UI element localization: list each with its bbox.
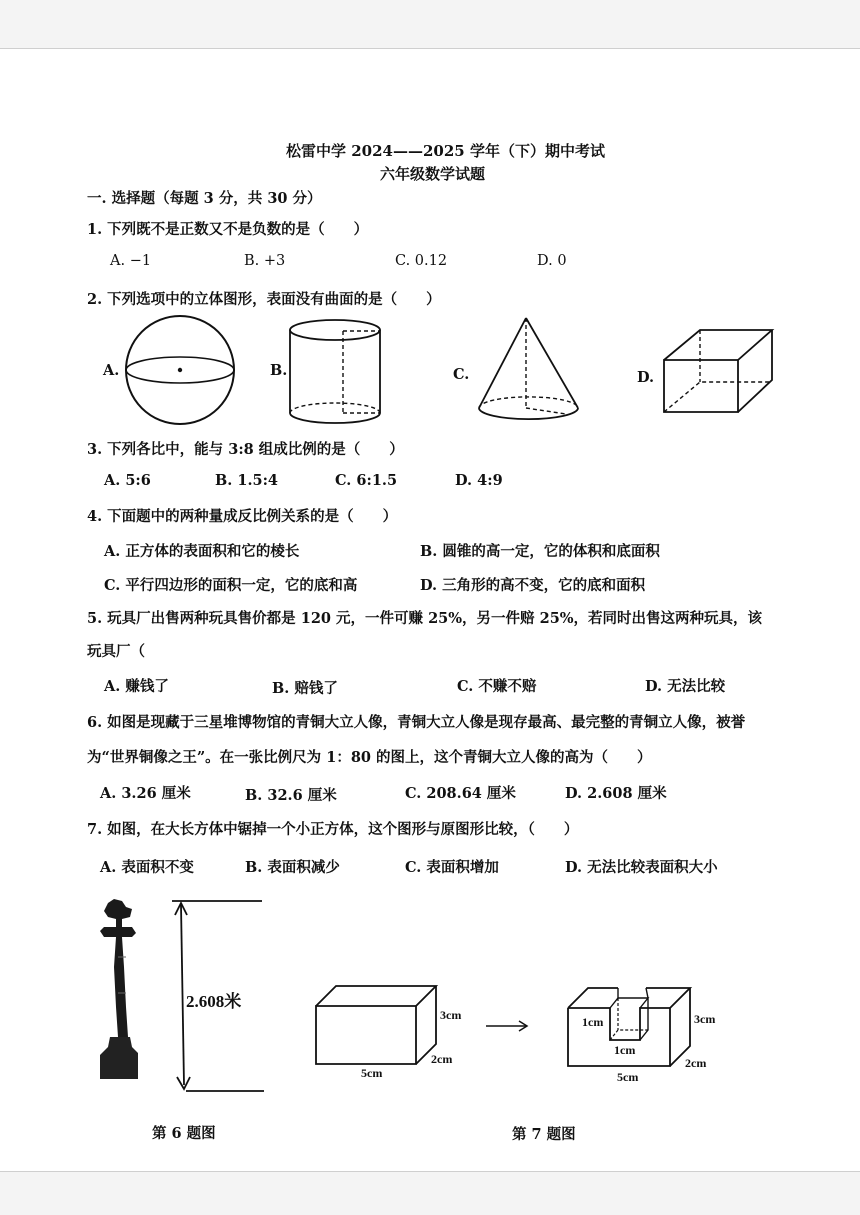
q3-option-d: D. 4:9 bbox=[455, 472, 503, 489]
q3-option-c: C. 6:1.5 bbox=[335, 472, 398, 489]
transform-arrow bbox=[486, 1020, 530, 1032]
q5-stem-cont: 玩具厂（ bbox=[87, 643, 145, 660]
q2-option-b: B. bbox=[270, 362, 288, 379]
cut-box-height-label: 3cm bbox=[694, 1012, 716, 1026]
figure6-caption: 第 6 题图 bbox=[152, 1125, 216, 1142]
q6-option-d: D. 2.608 厘米 bbox=[565, 785, 667, 802]
q5-option-a: A. 赚钱了 bbox=[104, 678, 169, 695]
q6-option-b: B. 32.6 厘米 bbox=[245, 787, 337, 804]
cut-bottom-label: 1cm bbox=[614, 1043, 636, 1057]
q5-option-d: D. 无法比较 bbox=[645, 678, 726, 695]
q5-stem: 5. 玩具厂出售两种玩具售价都是 120 元，一件可赚 25%，另一件赔 25%，若同时出售这两种玩具，该 bbox=[87, 610, 763, 627]
q6-option-c: C. 208.64 厘米 bbox=[405, 785, 516, 802]
sphere-figure bbox=[124, 314, 236, 426]
q1-stem: 1. 下列既不是正数又不是负数的是（ ） bbox=[87, 221, 369, 238]
box-length-label: 5cm bbox=[361, 1066, 383, 1080]
q4-option-d: D. 三角形的高不变，它的底和面积 bbox=[420, 577, 646, 594]
cuboid-figure bbox=[662, 326, 774, 416]
q1-option-a: A. −1 bbox=[110, 253, 152, 269]
q7-option-d: D. 无法比较表面积大小 bbox=[565, 859, 718, 876]
q1-option-d: D. 0 bbox=[537, 253, 567, 269]
section-heading: 一. 选择题（每题 3 分，共 30 分） bbox=[87, 190, 322, 207]
cut-side-label: 1cm bbox=[582, 1015, 604, 1029]
q1-option-c: C. 0.12 bbox=[395, 253, 448, 269]
q6-option-a: A. 3.26 厘米 bbox=[100, 785, 191, 802]
cylinder-figure bbox=[288, 318, 388, 428]
q6-stem: 6. 如图是现藏于三星堆博物馆的青铜大立人像，青铜大立人像是现存最高、最完整的青铜立人像，被誉 bbox=[87, 714, 746, 731]
exam-subtitle: 六年级数学试题 bbox=[380, 165, 486, 183]
statue-height-label: 2.608米 bbox=[186, 992, 242, 1011]
q4-stem: 4. 下面题中的两种量成反比例关系的是（ ） bbox=[87, 508, 398, 525]
q1-option-b: B. +3 bbox=[244, 253, 286, 269]
q4-option-b: B. 圆锥的高一定，它的体积和底面积 bbox=[420, 543, 660, 560]
q3-stem: 3. 下列各比中，能与 3:8 组成比例的是（ ） bbox=[87, 441, 404, 458]
q7-option-a: A. 表面积不变 bbox=[100, 859, 194, 876]
q4-option-a: A. 正方体的表面积和它的棱长 bbox=[104, 543, 300, 560]
cut-box-length-label: 5cm bbox=[617, 1070, 639, 1084]
q3-option-b: B. 1.5:4 bbox=[215, 472, 279, 489]
q7-option-c: C. 表面积增加 bbox=[405, 859, 499, 876]
box-height-label: 3cm bbox=[440, 1008, 462, 1022]
q2-option-a: A. bbox=[103, 362, 120, 379]
exam-title: 松雷中学 2024——2025 学年（下）期中考试 bbox=[286, 142, 605, 160]
q2-option-c: C. bbox=[453, 366, 470, 383]
q5-option-b: B. 赔钱了 bbox=[272, 680, 338, 697]
q3-option-a: A. 5:6 bbox=[104, 472, 151, 489]
box-depth-label: 2cm bbox=[431, 1052, 453, 1066]
cut-box-depth-label: 2cm bbox=[685, 1056, 707, 1070]
q7-option-b: B. 表面积减少 bbox=[245, 859, 340, 876]
q2-option-d: D. bbox=[637, 369, 655, 386]
q4-option-c: C. 平行四边形的面积一定，它的底和高 bbox=[104, 577, 358, 594]
cuboid-original-figure bbox=[314, 984, 438, 1068]
cone-figure bbox=[476, 316, 582, 424]
figure7-caption: 第 7 题图 bbox=[512, 1126, 576, 1143]
bronze-statue-figure bbox=[92, 897, 152, 1083]
q7-stem: 7. 如图，在大长方体中锯掉一个小正方体，这个图形与原图形比较，（ ） bbox=[87, 821, 579, 838]
q2-stem: 2. 下列选项中的立体图形，表面没有曲面的是（ ） bbox=[87, 291, 441, 308]
q6-stem-cont: 为“世界铜像之王”。在一张比例尺为 1：80 的图上，这个青铜大立人像的高为（ ） bbox=[87, 749, 652, 766]
q5-option-c: C. 不赚不赔 bbox=[457, 678, 537, 695]
